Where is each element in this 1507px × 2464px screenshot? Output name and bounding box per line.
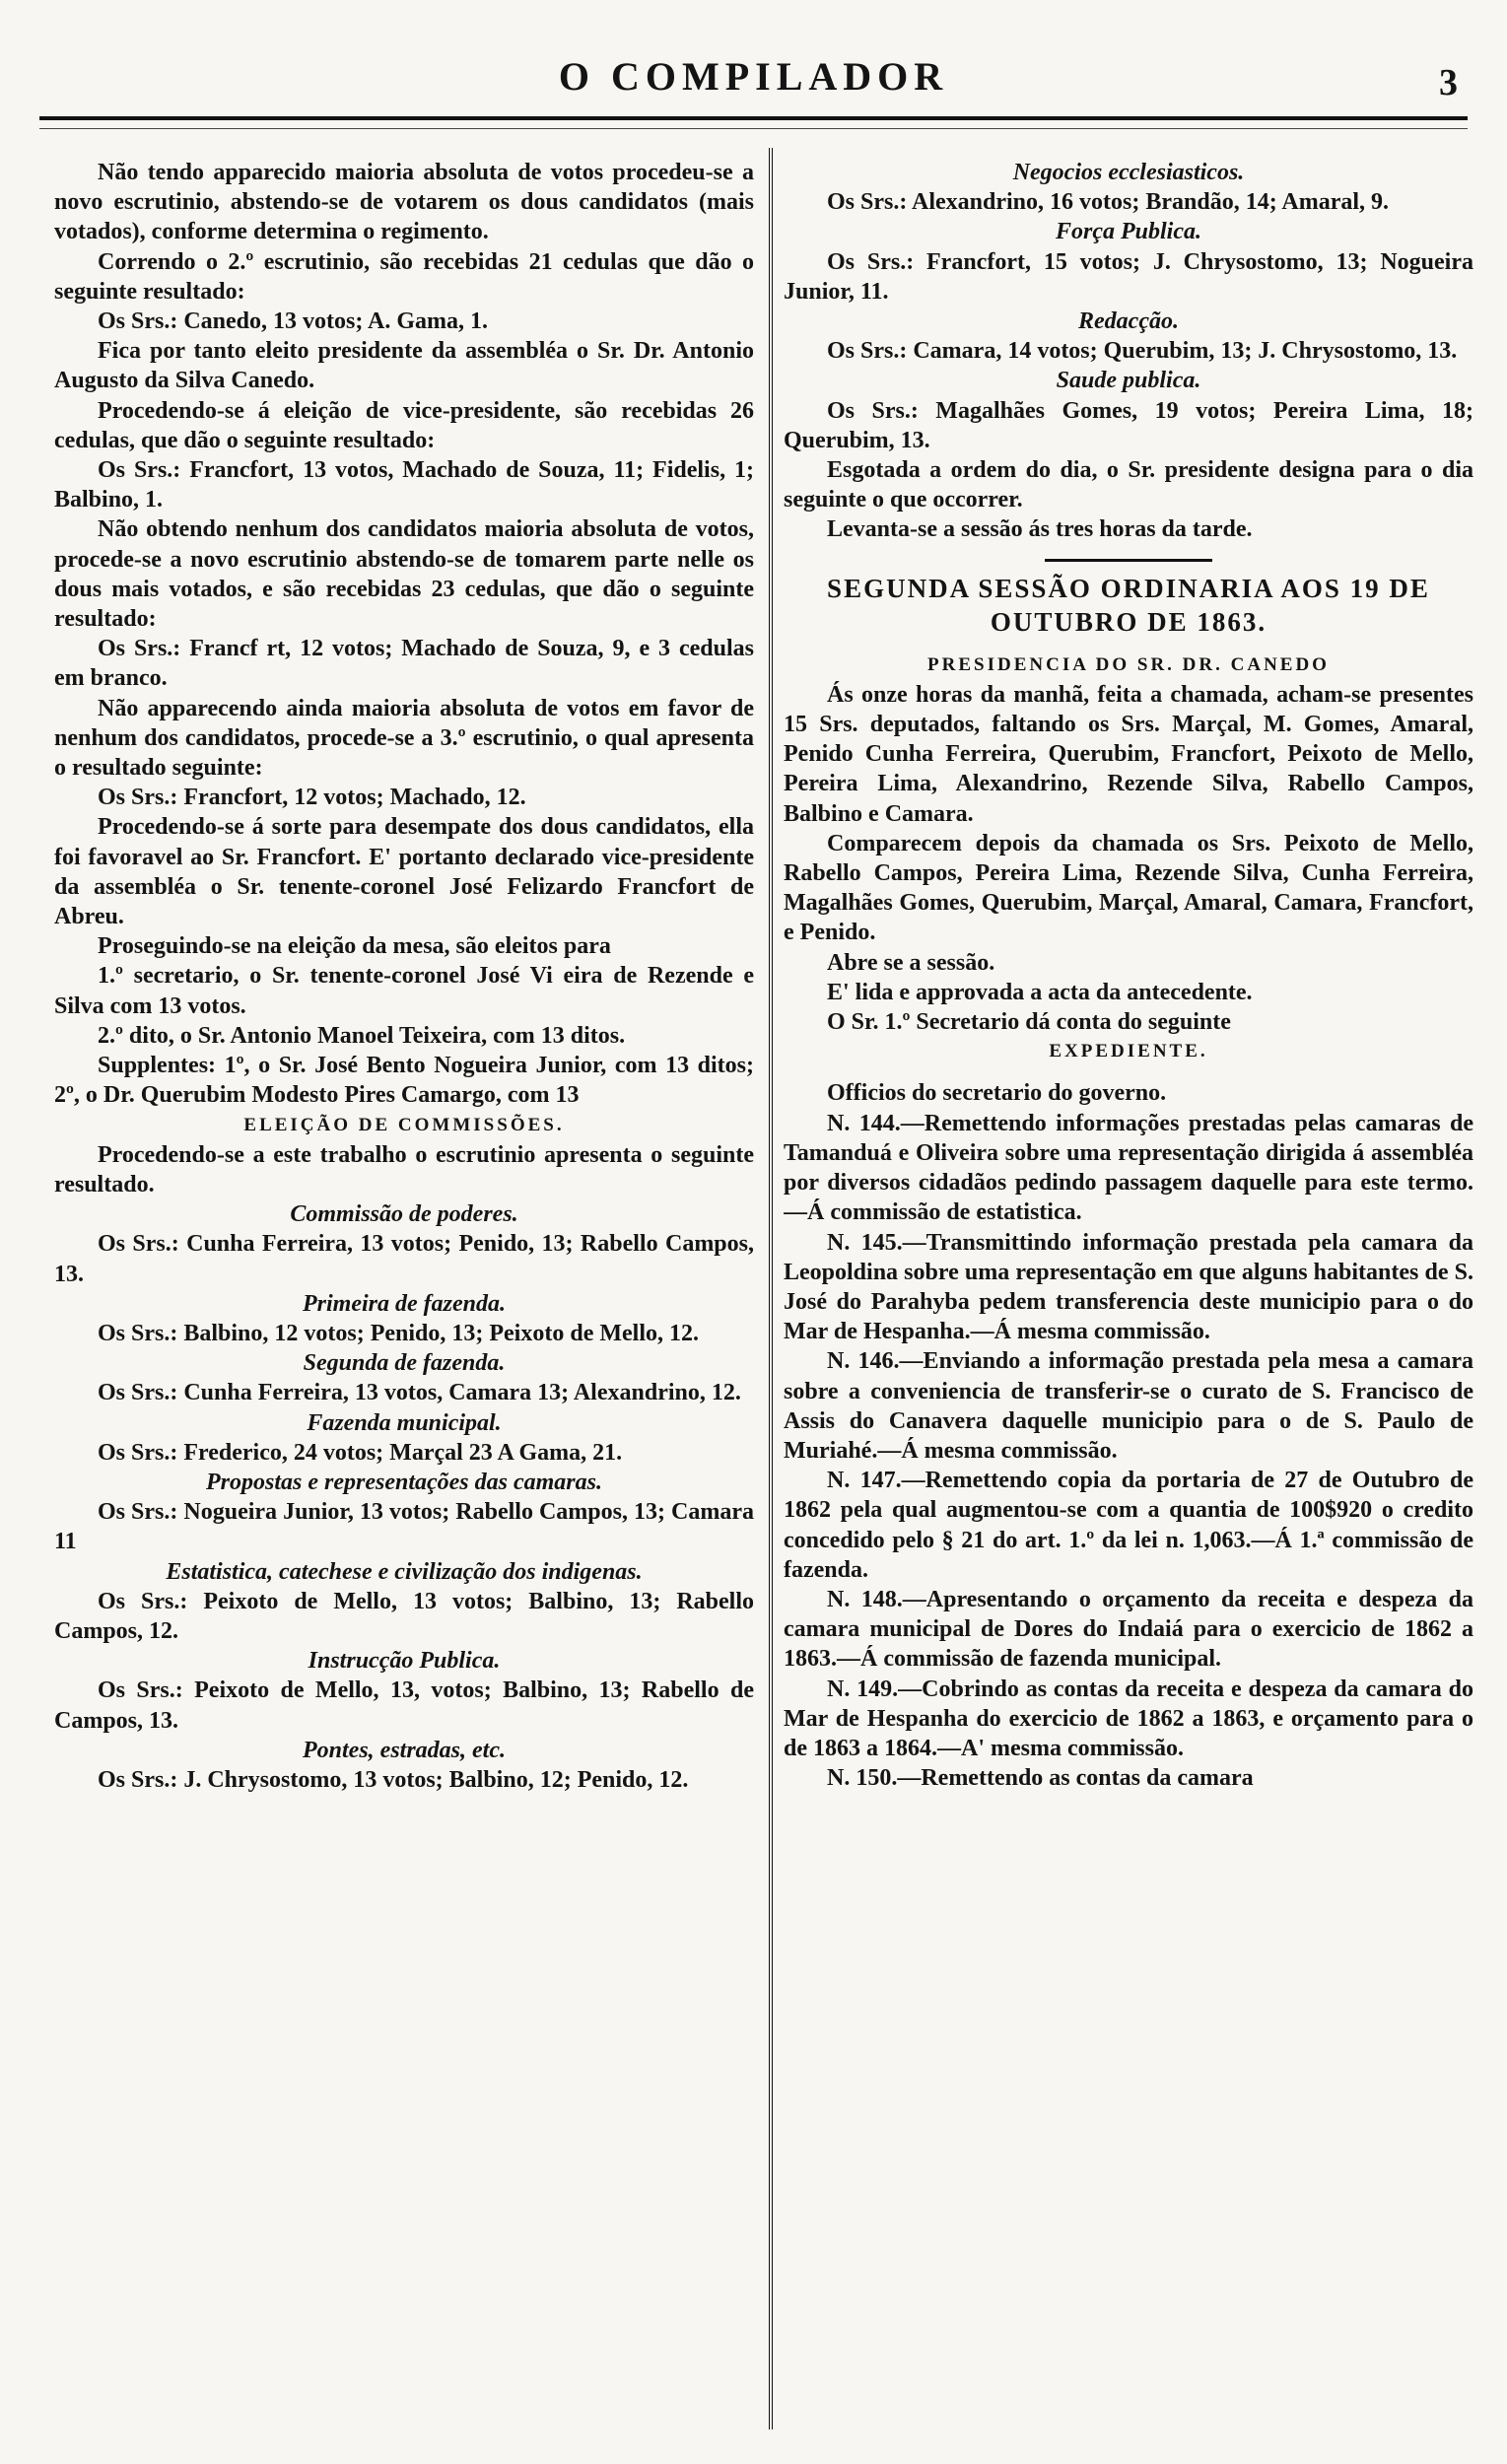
paragraph: Não apparecendo ainda maioria absoluta de votos em favor de nenhum dos candidatos, procede-se a 3.º escrutinio, o qual apresenta o resultado seguinte: <box>54 695 754 782</box>
column-divider <box>769 148 773 2430</box>
paragraph: Fica por tanto eleito presidente da assembléa o Sr. Dr. Antonio Augusto da Silva Canedo. <box>54 338 754 394</box>
paragraph: Officios do secretario do governo. <box>827 1080 1167 1107</box>
paragraph: E' lida e approvada a acta da antecedente. <box>827 979 1253 1005</box>
subheading: Estatistica, catechese e civilização dos indigenas. <box>166 1558 643 1585</box>
subheading: Pontes, estradas, etc. <box>303 1737 506 1763</box>
paragraph: N. 146.—Enviando a informação prestada pela mesa a camara sobre a conveniencia de transferir-se o curato de S. Francisco de Assis do Canavera daquelle municipio para o de S. Paulo de Muriahé.—Á mesma commissão. <box>784 1348 1473 1464</box>
paragraph: Abre se a sessão. <box>827 949 995 976</box>
page-header <box>39 39 1468 138</box>
subheading: Saude publica. <box>1056 368 1201 394</box>
spacer <box>784 1066 1473 1078</box>
paragraph: Esgotada a ordem do dia, o Sr. presidente designa para o dia seguinte o que occorrer. <box>784 457 1473 513</box>
paragraph: 2.º dito, o Sr. Antonio Manoel Teixeira, com 13 ditos. <box>98 1022 626 1049</box>
paragraph: N. 148.—Apresentando o orçamento da receita e despeza da camara municipal de Dores do Indaiá para o exercicio de 1862 a 1863.—Á commissão de fazenda municipal. <box>784 1586 1473 1673</box>
paragraph: Os Srs.: Magalhães Gomes, 19 votos; Pereira Lima, 18; Querubim, 13. <box>784 397 1473 453</box>
paragraph: Não tendo apparecido maioria absoluta de votos procedeu-se a novo escrutinio, abstendo-se de votarem os dous candidatos (mais votados), conforme determina o regimento. <box>54 160 754 245</box>
paragraph: Os Srs.: J. Chrysostomo, 13 votos; Balbino, 12; Penido, 12. <box>98 1766 689 1793</box>
paragraph: 1.º secretario, o Sr. tenente-coronel José Vi eira de Rezende e Silva com 13 votos. <box>54 963 754 1019</box>
paragraph: Os Srs.: Francf rt, 12 votos; Machado de Souza, 9, e 3 cedulas em branco. <box>54 636 754 692</box>
paragraph: Os Srs.: Cunha Ferreira, 13 votos; Penido, 13; Rabello Campos, 13. <box>54 1231 754 1287</box>
paragraph: Os Srs.: Francfort, 13 votos, Machado de Souza, 11; Fidelis, 1; Balbino, 1. <box>54 457 754 513</box>
paragraph: Os Srs.: Cunha Ferreira, 13 votos, Camara 13; Alexandrino, 12. <box>98 1380 741 1406</box>
paragraph: Levanta-se a sessão ás tres horas da tarde. <box>827 516 1253 543</box>
right-column <box>784 158 1473 2425</box>
paragraph: N. 145.—Transmittindo informação prestada pela camara da Leopoldina sobre uma representação em que alguns habitantes de S. José do Parahyba pedem transferencia deste municipio para o do Mar de Hespanha.—Á mesma commissão. <box>784 1229 1473 1345</box>
paragraph: Os Srs.: Francfort, 12 votos; Machado, 12. <box>98 785 526 811</box>
paragraph: N. 144.—Remettendo informações prestadas pelas camaras de Tamanduá e Oliveira sobre uma representação dirigida á assembléa por diversos cidadãos pedindo passagem daquelle para este termo.—Á commissão de estatistica. <box>784 1110 1473 1226</box>
paragraph: Os Srs.: Frederico, 24 votos; Marçal 23 A Gama, 21. <box>98 1439 623 1466</box>
paragraph: O Sr. 1.º Secretario dá conta do seguinte <box>827 1009 1231 1036</box>
paragraph: Os Srs.: Alexandrino, 16 votos; Brandão, 14; Amaral, 9. <box>827 189 1390 216</box>
section-rule <box>1045 559 1212 562</box>
left-column <box>54 158 754 2425</box>
paragraph: N. 149.—Cobrindo as contas da receita e despeza da camara do Mar de Hespanha do exercicio de 1862 a 1863, e orçamento para o de 1863 a 1864.—A' mesma commissão. <box>784 1676 1473 1761</box>
subheading: Força Publica. <box>1056 219 1201 245</box>
paragraph: Os Srs.: Balbino, 12 votos; Penido, 13; Peixoto de Mello, 12. <box>98 1320 699 1346</box>
paragraph: Proseguindo-se na eleição da mesa, são eleitos para <box>98 933 611 960</box>
subheading: Propostas e representações das camaras. <box>206 1469 602 1495</box>
section-caption: PRESIDENCIA DO SR. DR. CANEDO <box>927 653 1330 675</box>
paragraph: Correndo o 2.º escrutinio, são recebidas 21 cedulas que dão o seguinte resultado: <box>54 248 754 305</box>
paragraph: Os Srs.: Canedo, 13 votos; A. Gama, 1. <box>98 308 489 335</box>
header-rule <box>39 116 1468 120</box>
session-heading: SEGUNDA SESSÃO ORDINARIA AOS 19 DE OUTUBRO DE 1863. <box>827 573 1430 637</box>
paragraph: Supplentes: 1º, o Sr. José Bento Nogueira Junior, com 13 ditos; 2º, o Dr. Querubim Modesto Pires Camargo, com 13 <box>54 1053 754 1109</box>
subheading: Primeira de fazenda. <box>303 1290 506 1317</box>
paragraph: Os Srs.: Camara, 14 votos; Querubim, 13; J. Chrysostomo, 13. <box>827 338 1458 365</box>
paragraph: Os Srs.: Peixoto de Mello, 13 votos; Balbino, 13; Rabello Campos, 12. <box>54 1588 754 1644</box>
section-caption: ELEIÇÃO DE COMMISSÕES. <box>243 1114 565 1135</box>
paragraph: Os Srs.: Francfort, 15 votos; J. Chrysostomo, 13; Nogueira Junior, 11. <box>784 248 1473 305</box>
subheading: Redacção. <box>1078 308 1179 335</box>
paragraph: Procedendo-se á sorte para desempate dos dous candidatos, ella foi favoravel ao Sr. Francfort. E' portanto declarado vice-presidente da assembléa o Sr. tenente-coronel José Felizardo Francfort de Abreu. <box>54 814 754 930</box>
paragraph: Procedendo-se a este trabalho o escrutinio apresenta o seguinte resultado. <box>54 1141 754 1198</box>
paragraph: Os Srs.: Nogueira Junior, 13 votos; Rabello Campos, 13; Camara 11 <box>54 1499 754 1555</box>
subheading: Commissão de poderes. <box>290 1201 518 1228</box>
page-number: 3 <box>1439 62 1458 103</box>
section-caption: EXPEDIENTE. <box>1049 1041 1208 1062</box>
paragraph: Procedendo-se á eleição de vice-presidente, são recebidas 26 cedulas, que dão o seguinte resultado: <box>54 397 754 453</box>
header-rule-thin <box>39 128 1468 129</box>
spacer <box>784 639 1473 650</box>
paragraph: N. 150.—Remettendo as contas da camara <box>827 1765 1254 1792</box>
subheading: Negocios ecclesiasticos. <box>1012 160 1245 185</box>
paragraph: Ás onze horas da manhã, feita a chamada, acham-se presentes 15 Srs. deputados, faltando os Srs. Marçal, M. Gomes, Amaral, Penido Cunha Ferreira, Querubim, Francfort, Peixoto de Mello, Pereira Lima, Alexandrino, Rezende Silva, Rabello Campos, Balbino e Camara. <box>784 681 1473 827</box>
subheading: Fazenda municipal. <box>307 1409 502 1436</box>
paragraph: Os Srs.: Peixoto de Mello, 13, votos; Balbino, 13; Rabello de Campos, 13. <box>54 1677 754 1734</box>
paragraph: N. 147.—Remettendo copia da portaria de 27 de Outubro de 1862 pela qual augmentou-se com a quantia de 100$920 o credito concedido pelo § 21 do art. 1.º da lei n. 1,063.—Á 1.ª commissão de fazenda. <box>784 1468 1473 1583</box>
masthead-title: O COMPILADOR <box>558 54 949 99</box>
subheading: Segunda de fazenda. <box>303 1350 506 1377</box>
subheading: Instrucção Publica. <box>308 1648 501 1675</box>
paragraph: Comparecem depois da chamada os Srs. Peixoto de Mello, Rabello Campos, Pereira Lima, Rezende Silva, Cunha Ferreira, Magalhães Gomes, Querubim, Marçal, Amaral, Camara, Francfort, e Penido. <box>784 830 1473 946</box>
paragraph: Não obtendo nenhum dos candidatos maioria absoluta de votos, procede-se a novo escrutinio abstendo-se de tomarem parte nelle os dous mais votados, e são recebidas 23 cedulas, que dão o seguinte resultado: <box>54 516 754 633</box>
